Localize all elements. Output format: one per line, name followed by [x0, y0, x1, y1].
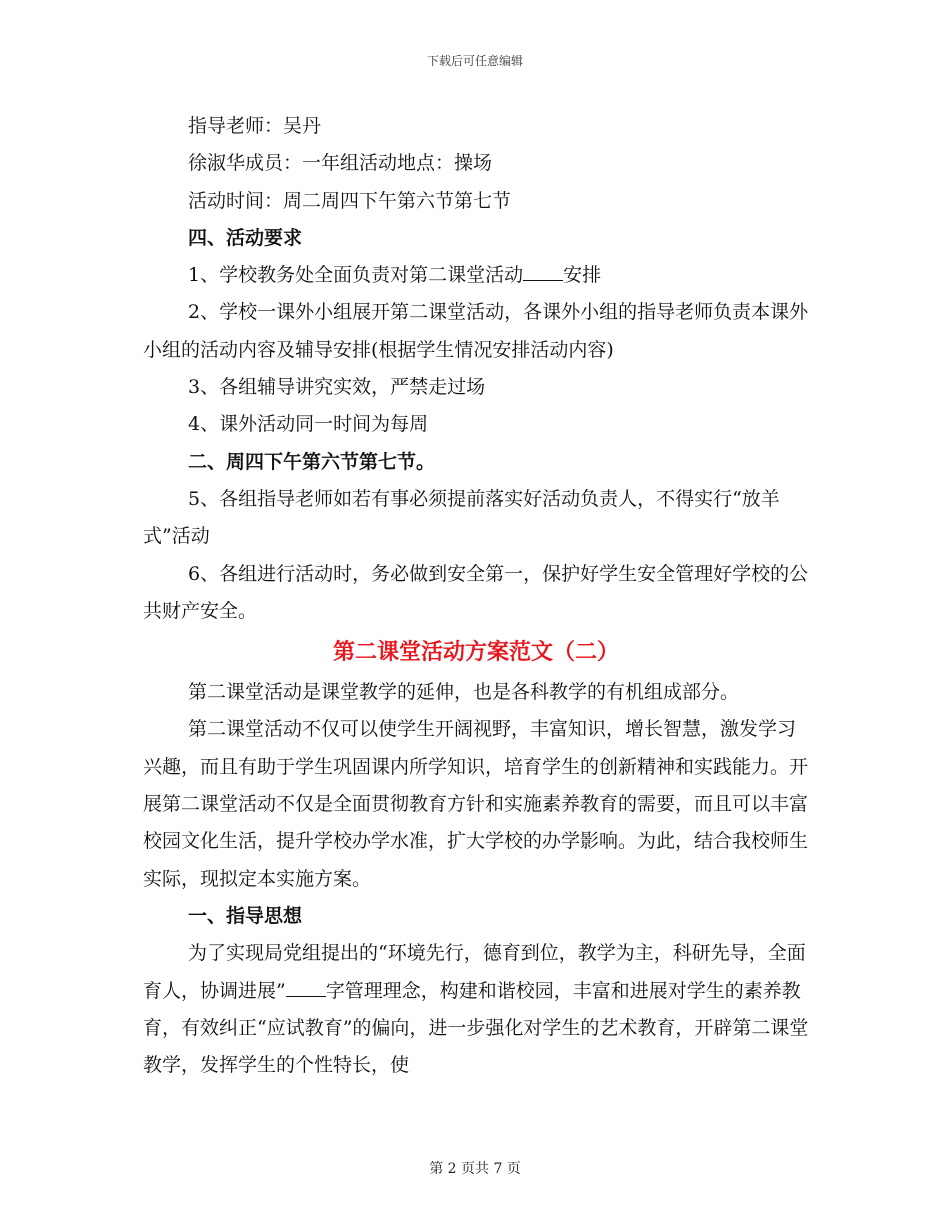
requirement-1	[143, 257, 809, 294]
requirement-4: 4、课外活动同一时间为每周	[188, 413, 429, 436]
instructor-line: 指导老师：吴丹	[188, 115, 322, 137]
requirements-heading: 四、活动要求	[188, 226, 303, 249]
requirement-2: 2、学校一课外小组展开第二课堂活动，各课外小组的指导老师负责本课外小组的活动内容及辅导安排(根据学生情况安排活动内容)	[143, 301, 809, 361]
requirement-5: 5、各组指导老师如若有事必须提前落实好活动负责人，不得实行“放羊式”活动	[143, 487, 780, 548]
requirement-3: 3、各组辅导讲究实效，严禁走过场	[188, 376, 486, 399]
activity-time-line: 活动时间：周二周四下午第六节第七节	[188, 189, 512, 212]
document-body	[143, 108, 809, 1084]
guiding-thought-paragraph	[143, 935, 809, 1084]
purpose-paragraph: 第二课堂活动不仅可以使学生开阔视野，丰富知识，增长智慧，激发学习兴趣，而且有助于学生巩固课内所学知识，培育学生的创新精神和实践能力。开展第二课堂活动不仅是全面贯彻教育方针和实施素养教育的需要，而且可以丰富校园文化生活，提升学校办学水准，扩大学校的办学影响。为此，结合我校师生实际，现拟定本实施方案。	[143, 718, 809, 890]
page-footer: 第 2 页共 7 页	[429, 1161, 521, 1177]
guiding-thought-heading: 一、指导思想	[188, 904, 303, 927]
requirement-1-text: 1、学校教务处全面负责对第二课堂活动	[188, 264, 524, 287]
members-location-line: 徐淑华成员：一年组活动地点：操场	[188, 152, 493, 175]
guiding-thought-tail: 字管理理念，构建和谐校园，丰富和进展对学生的素养教育，有效纠正“应试教育”的偏向，进一步强化对学生的艺术教育，开辟第二课堂教学，发挥学生的个性特长，使	[143, 979, 809, 1077]
schedule-heading: 二、周四下午第六节第七节。	[188, 450, 436, 473]
section-title: 第二课堂活动方案范文（二）	[332, 639, 619, 666]
requirement-1-tail: 安排	[563, 264, 602, 287]
requirement-6: 6、各组进行活动时，务必做到安全第一，保护好学生安全管理好学校的公共财产安全。	[143, 562, 809, 622]
fill-blank	[286, 978, 326, 997]
intro-paragraph: 第二课堂活动是课堂教学的延伸，也是各科教学的有机组成部分。	[188, 681, 740, 704]
page-header: 下载后可任意编辑	[426, 54, 523, 68]
fill-blank	[523, 262, 563, 281]
guiding-thought-text: 为了实现局党组提出的“环境先行，德育到位，教学为主，科研先导，全面育人，协调进展”	[143, 942, 806, 1002]
